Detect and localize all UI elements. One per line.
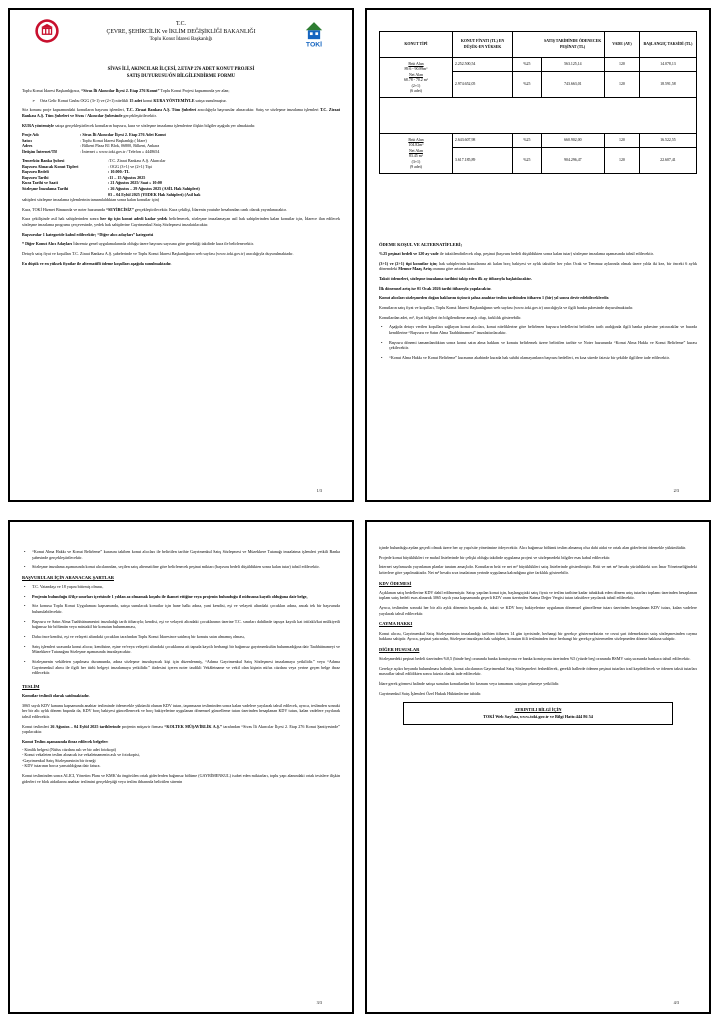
info-key: Satıcı [22,137,32,143]
table-cell: 120 [605,134,640,148]
list-item [379,324,697,335]
unit-type-line: Net Alan [408,148,423,153]
info-key: İletişim İnternet/Tlf [22,148,57,154]
info-value: :11 – 15 Ağustos 2025 [108,174,146,180]
info-value: : 10.000.-TL [108,169,130,175]
area-paragraph: İnternet sayfamızda yayınlanan planlar tanıtım amaçlıdır. Konutların brüt ve net m² büyüklükleri satış listelerinde gösterilmiştir. Brüt ve net m² hesabı yürürlükteki son İmar Yönetmeliğindeki kriterlere göre yapılmaktadır. Net m² hesabı sıva imalatının yerinde uygulama kalındığına göre farklılık gösterebilir. [379,564,697,575]
table-row [380,134,697,148]
announcement-paragraph: Konutların satış fiyat ve koşulları, Toplu Konut İdaresi Başkanlığının web sayfası (www.toki.gov.tr) aracılığıyla ve ilgili banka şubesinde duyurulmaktadır. [379,305,634,311]
list-item [22,603,340,614]
application-info-block [22,158,340,197]
info-value: :T.C. Ziraat Bankası A.Ş. Akıncılar [108,158,166,164]
list-item-text: Sözleşmenin vekâleten yapılması durumunda, adına sözleşme imzalayacak kişi için düzenlenmiş, “Adıma Gayrimenkul Satış Sözleşmesi imzalamaya yetkilidir.” veya “Adıma Gayrimenkul alımı ile ilgili her türlü belgeyi imzalamaya yetkilidir.” ifadesini içeren noter tasdikli Vekâletname ve vekil olan kişinin nüfus cüzdanı veya yerine geçen belge ibraz edilecektir. [32,658,340,676]
list-item [379,355,697,361]
list-item-text: Sözleşme imzalama aşamasında konut alıcılarından, seçilen satış alternatifine göre belirlenecek peşinat miktarı (başvuru bedeli düşüldükten sonra kalan tutar) tahsil edilecektir. [32,564,320,570]
contract-bullets [22,549,340,570]
ministry-logo-icon [34,18,60,44]
other-paragraph-3: İdare gerek görmesi halinde satışa sunulan konutlardan bir kısmını veya tamamını satıştan çekmeye yetkilidir. [379,680,560,686]
bullet-icon: • [24,643,26,649]
table-cell: 563.125,14 [541,58,604,72]
unit-type-line: 68.78 - 70.2 m² [403,78,428,83]
documents-list [22,747,340,770]
other-paragraph-1: Sözleşmedeki peşinat bedeli üzerinden %0,5 (binde beş) oranında banka komisyonu ve banka komisyonu üzerinden %5 (yüzde beş) oranında BSMV satış sırasında bankaca tahsil edilecektir. [379,656,691,662]
document-item: - Konut vekaleten teslim alınacak ise vekaletnamenin aslı ve fotokopisi, [22,752,140,758]
lottery-paragraph: Kura, TOKİ Hizmet Binasında ve noter huzurunda “SEYİRCİSİZ” gerçekleştirilecektir. Kura çekilişi, İdarenin youtube hesabından canlı olarak yayınlanacaktır. [22,206,287,212]
price-table-header [380,32,697,58]
list-item [22,549,340,560]
prices-paragraph: En düşük ve en yüksek fiyatlar ile alternatifli ödeme koşulları aşağıda sunulmaktadır. [22,260,172,266]
info-row [22,149,340,155]
page-number: 1/3 [316,488,322,494]
after-delivery-paragraph: Konut tesliminden sonra ALICI, Yönetim Planı ve KMK’da öngörülen ortak giderlerden bağımsız bölüme (GAYRİMENKUL) isabet eden miktarları, toplu yapı alanındaki ortak tesislere ilişkin giderleri ve blok aidatlarını anahtar teslimini gerçekleştiği veya teslim ihbarında belirtilen sürenin [22,773,340,784]
payment-paragraph-4: İlk dönemsel artış ise 01 Ocak 2026 tarihi itibarıyla yapılacaktır. [379,285,492,291]
delivery-title: TESLİM [22,683,40,689]
bullet-icon: • [24,658,26,664]
document-title [22,67,340,80]
unit-type-cell [380,58,453,98]
info-value: : OGG (3+1) ve (2+1) Tipi [108,163,152,169]
other-title: DİĞER HUSUSLAR [379,646,420,652]
vat-paragraph-2: Ayrıca, teslimden sonraki her bir altı aylık dönemin başında da, taksit ve KDV borç bakiyelerine uygulanan dönemsel güncelleme tutarı üzerinden hesaplanan KDV tutarı, kalan vadelere yayılarak tahsil edilecektir. [379,605,697,616]
other-paragraph-4: Gayrimenkul Satış İşlemleri Özel Hukuk Hükümlerine tabidir. [379,690,482,696]
info-value: : 21 Ağustos 2025/ Saat » 10:00 [108,180,162,186]
list-item-text: Projenin bulunduğu il/ilçe sınırları içerisinde 1 yıldan az olmamak koşulu ile ikamet ettiğine veya projenin bulunduğu il nüfusuna kayıtlı olduğuna dair belge, [32,593,308,599]
table-cell: 2.643.607,98 [452,134,512,148]
bullet-icon: • [24,564,26,570]
requirements-title: BAŞVURULAR İÇİN ARANACAK ŞARTLAR [22,574,114,580]
list-item [379,340,697,351]
unit-type-line: (6 adet) [409,88,422,93]
list-item-text: Aşağıda detayı verilen koşulları sağlayan konut alıcıları, konut niteliklerine göre belirlenen başvuru bedellerini belirtilen tarih aralığında ilgili banka şubesine yatıracaklar ve burada kendilerine “Başvuru ve Satın Alma Taahhütnamesi” imzalattırılacaktır. [389,324,697,335]
table-cell: 2.252.500,54 [452,58,512,72]
table-cell: %25 [513,134,542,148]
info-value: : Toplu Konut İdaresi Başkanlığı ( İdare) [80,137,147,143]
procedure-bullets [379,324,697,360]
transfer-paragraph: Konut alıcıları sözleşmeden doğan haklarını üçüncü şahsa anahtar teslim tarihinden itibaren 1 (bir) yıl sonra devir edebileceklerdir. [379,295,610,301]
document-item: -Gayrimenkul Satış Sözleşmesinin bir örneği [22,757,96,763]
bullet-icon: • [24,633,26,639]
info-value: : 26 Ağustos – 29 Ağustos 2025 (ASİL Hak Sahipleri) [108,186,200,191]
info-key: Temerküz Banka Şubesi [22,158,65,164]
unit-type-line: Brüt Alan [408,62,424,66]
info-key: Başvuru Bedeli [22,169,49,175]
list-item-text: Söz konusu Toplu Konut Uygulaması kapsamında, satışa sunulacak konutlar için hane halkı adına, yani kendisi, eşi ve velayeti altındaki çocukları adına, ancak tek bir başvuruda bulunulabilecektir. [32,603,340,615]
list-item [22,659,340,676]
list-item [22,619,340,630]
document-page-3 [8,520,354,1014]
note-paragraph: sahipleri sözleşme imzalama işlemlerinin tamamlaldıktan sonra kalan konutlar için) [22,197,160,203]
table-cell: %25 [513,72,542,98]
offer-bullet: ➢ Orta Gelir Konut Grubu OGG (3+1) ve (2+1) nitelikli 15 adet konut KURA YÖNTEMİYLE satışa sunulmuştur. [32,97,227,103]
info-key: Sözleşme İmzalama Tarihi [22,186,69,191]
document-item: - Kimlik belgesi (Nüfus cüzdanı aslı ve bir adet fotokopi) [22,746,117,752]
bullet-icon: • [381,339,383,345]
unit-type-line: Brüt Alan [408,138,424,142]
table-cell: 120 [605,148,640,174]
directorate-name: Toplu Konut İdaresi Başkanlığı [149,36,213,42]
info-value: : Bilkent Plaza B1 Blok, 06800, Bilkent, Ankara [80,143,160,149]
table-spacer-row [380,98,697,134]
table-cell: 2.974.652,05 [452,72,512,98]
arrow-bullet-icon: ➢ [32,97,36,103]
vat-title: KDV ÖDEMESİ [379,580,412,586]
buyers-paragraph: * Diğer Konut Alıcı Adayları İdaremiz genel uygulamalarında olduğu üzere başvuru sayısına göre gerektiği takdirde kura ile belirlenecektir. [22,241,254,247]
list-item-text: Başvuru ve Satın Alma Taahhütnamesini imzaladığı tarih itibarıyla; kendisi, eşi ve velayeti altındaki çocuklarının üzerine T.C. sınırları dahilinde tapuya kayıtlı kat irtifaklı/kat mülkiyetli bağımsız bir bölümün veya müstakil bir konutun bulunmaması, [32,618,340,630]
payment-paragraph-3: Taksit ödemeleri, sözleşme imzalama tarihini takip eden ilk ay itibarıyla başlatılacaktır. [379,276,532,282]
col-header: KONUT FİYATI (TL) EN DÜŞÜK-EN YÜKSEK [452,32,512,58]
contact-box-details: TOKİ Web Sayfası, www.toki.gov.tr ve Bilgi Hattı:444 86 54 [483,713,593,719]
title-line-2: SATIŞ DUYURUSU/ÖN BİLGİLENDİRME FORMU [126,73,236,79]
price-table [379,31,697,174]
document-item: - KDV tutarının borca yansıtıldığına dair fatura. [22,763,101,769]
bullet-icon: • [24,584,26,590]
withdrawal-title: CAYMA HAKKI [379,621,413,627]
bullet-icon: • [381,354,383,360]
list-item-text: T.C. Vatandaşı ve 18 yaşını bitirmiş olması, [32,584,104,590]
bullet-icon: • [24,618,26,624]
info-value: 03 – 04 Eylül 2025 (YEDEK Hak Sahipleri) (Asil hak [108,191,201,197]
toki-logo-text: TOKİ [305,41,323,48]
page-number: 3/3 [316,1000,322,1006]
col-header: KONUT TİPİ [380,32,453,58]
list-item [22,594,340,600]
info-disclaimer-paragraph: Konutlardan adet, m², fiyat bilgileri ön bilgilendirme amaçlı olup, farklılık gösterebilir. [379,314,522,320]
contact-box-title: AYRINTILI BİLGİ İÇİN [514,707,562,713]
plans-paragraph: Projede konut büyüklükleri ve mahal listelerinde bir çelişki olduğu takdirde uygulama projesi ve sözleşmedeki bilgiler esas kabul edilecektir. [379,554,611,560]
category-paragraph: Başvurular 1 kategoride kabul edilecektir; “Diğer alıcı adayları” kategorisi [22,231,154,237]
table-cell: 120 [605,58,640,72]
payment-paragraph-2: (3+1) ve (2+1) tipi konutlar için; hak sahiplerinin konutlarına ait kalan borç bakiyesi ve aylık taksitler her yılın Ocak ve Temmuz aylarında olmak üzere yılda iki kez, bir önceki 6 aylık dönemdeki Memur Maaş Artış oranına göre artırılacaktır. [379,260,697,272]
vat-paragraph-1: Açıklanan satış bedellerine KDV dahil edilmemiştir. Satışı yapılan konut için, başlangıçtaki satış fiyatı ve teslim tarihine kadar tahakkuk eden dönem artış tutarları toplamı üzerinden hesaplanan toplam satış bedeli esas alınarak 3065 sayılı yasa kapsamında geçerli KDV oranı üzerinden Katma Değer Vergisi tutarı taksitlere yayılarak tahsil edilecektir. [379,589,697,601]
tc-label: T.C. [176,21,186,27]
info-key: Başvuru Alınacak Konut Tipleri [22,163,79,169]
bullet-icon: • [24,593,26,599]
delivery-vat-paragraph: 3065 sayılı KDV kanunu kapsamında anahtar tesliminde ödenecekle yükümlü olunan KDV tutarı, taşınmazın tesliminden sonra kalan vadelere yayılarak tahsil edilecek, ayrıca, teslimden sonraki her bir altı aylık dönem başında da, KDV borç bakiyesi güncellenecek ve borç bakiyelerine uygulanan dönemsel güncelleme tutarı üzerinden hesaplanan KDV tutarı, kalan vadelere yayılarak tahsil edilecektir. [22,702,340,719]
info-key: Kura Tarihi ve Saati [22,180,58,186]
document-page-4 [365,520,711,1014]
bullet-icon: • [381,324,383,330]
list-item [22,644,340,655]
list-item-text: “Konut Alma Hakkı ve Konut Belirleme” kurasının akabinde kurada hak sahibi olamayanların başvuru bedelleri, en kısa sürede faizsiz bir şekilde ilgililere iade edilecektir. [389,354,670,360]
other-paragraph-2: Gerekçe açıkrı beyanda bulunulması halinde, konut alıcılarının Gayrimenkul Satış Sözleşmeleri feshedilerek, gerekli hallerde ödenen peşinat tutarları irad kaydedilecek ve ödenen taksit tutarları masraflar tahsil edildikten sonra faizsiz olarak iade edilecektir. [379,665,697,677]
list-item-text: “Konut Alma Hakkı ve Konut Belirleme” kurasını takiben konut alıcıları ile belirtilen tarihte Gayrimenkul Satış Sözleşmesi ve Müzekkere Tutanağı imzalatma işlemleri yetkili Banka şubesinde gerçekleştirilecektir. [32,549,340,560]
bullet-icon: • [24,603,26,609]
lottery-method-paragraph: KURA yöntemiyle satışa gerçekleştirilecek konutların başvuru, kura ve sözleşme imzalama işlemlerine ilişkin bilgiler aşağıda yer almaktadır. [22,122,256,128]
table-cell: 660.902,00 [541,134,604,148]
title-line-1: SİVAS İLİ, AKINCILAR İLÇESİ, 2.ETAP 276 ADET KONUT PROJESİ [107,67,255,72]
table-cell: %25 [513,58,542,72]
page-number: 4/3 [673,1000,679,1006]
list-item-text: Daha önce kendisi, eşi ve velayeti altındaki çocukları tarafından Toplu Konut İdaresince satılmış bir konutu satın almamış olması, [32,633,245,639]
col-header: BAŞLANGIÇ TAKSİDİ (TL) [639,32,696,58]
info-key: Proje Adı [22,132,39,138]
delivery-date-paragraph: Konut teslimleri 26 Ağustos – 04 Eylül 2025 tarihlerinde projenin müşavir firması “KOLTEK MÜŞAVİRLİK A.Ş.” tarafından “Sivas İli Akıncılar İlçesi 2. Etap 276 Konut Şantiyesinde” yapılacaktır. [22,723,340,735]
list-item [22,564,340,570]
table-cell: %25 [513,148,542,174]
unit-type-line: (3+1) [411,159,421,164]
page-number: 2/3 [673,488,679,494]
bullet-icon: • [24,549,26,554]
table-cell: 18.591,58 [639,72,696,98]
organization-heading [72,21,290,43]
unit-type-line: 104.82m² [408,143,424,148]
table-cell: 22.607,41 [639,148,696,174]
list-item [22,634,340,640]
toki-logo-icon [300,18,328,48]
delivery-subtitle: Konutlar teslimli olarak satılmaktadır. [22,693,90,699]
dues-paragraph: içinde bulunduğu aydan geçerli olmak üzere her ay yapı/site yönetimine ödeyecektir. Alıcı bağımsız bölümü teslim almamış olsa dahi aidat ve ortak alan giderlerini ödemekle yükümlüdür. [379,545,686,550]
page-header [22,15,340,59]
list-item [22,584,340,590]
col-header: SATIŞ TARİHİNDE ÖDENECEK PEŞİNAT (TL) [541,32,604,58]
info-value: : İnternet » www.toki.gov.tr / Telefon » 4448654 [80,148,160,154]
unit-type-cell [380,134,453,174]
info-key: Adres [22,143,33,149]
info-key: Başvuru Tarihi [22,174,49,180]
table-cell: 904.296,47 [541,148,604,174]
unit-type-line: (9 adet) [409,164,422,169]
unit-type-line: 89.6 - 90.89m² [404,67,428,72]
ministry-name: ÇEVRE, ŞEHİRCİLİK ve İKLİM DEĞİŞİKLİĞİ BAKANLIĞI [106,28,256,35]
unit-type-line: (2+1) [411,83,421,88]
unit-type-line: 83.45 m² [408,154,423,159]
application-paragraph: Söz konusu proje kapsamındaki konutların başvuru işlemleri, T.C. Ziraat Bankası A.Ş. Tüm Şubeleri aracılığıyla başvurular alınacaktır. Satış ve sözleşme imzalama işlemleri T.C. Ziraat Bankası A.Ş. Tüm Şubeleri ve Sivas / Akıncılar Şubesinde gerçekleştirilecektir. [22,107,340,119]
table-cell: 16.522,55 [639,134,696,148]
document-page-1 [8,8,354,502]
table-cell: 3.617.185,89 [452,148,512,174]
payment-section-title: ÖDEME KOŞUL VE ALTERNATİFLERİ; [379,242,463,247]
requirements-list [22,584,340,676]
col-header: VADE (AY) [605,32,640,58]
table-cell: 14.078,13 [639,58,696,72]
table-row [380,58,697,72]
intro-paragraph: Toplu Konut İdaresi Başkanlığınca, “Sivas İli Akıncılar İlçesi 2. Etap 276 Konut” Toplu Konut Projesi kapsamında yer alan; [22,88,230,94]
withdrawal-paragraph: Konut alıcısı, Gayrimenkul Satış Sözleşmesinin imzalandığı tarihten itibaren 14 gün içerisinde, herhangi bir gerekçe göstermeksizin ve cezai şart ödemeksizin satış sözleşmesinden cayma hakkına sahiptir. Ayrıca, peşinat yatıranlar, Sözleşme imzalayan hak sahipleri, konutun fiili tesliminden önce herhangi bir gerekçe göstermeden sözleşmeden dönme hakkına sahiptir. [379,630,697,642]
list-item-text: Satış işlemleri sırasında konut alıcısı; kendisine, eşine ve/veya velayeti altındaki çocuklarına ait tapuda kayıtlı herhangi bir bağımsız gayrimenkulün bulunmadığına dair Taahhütnameyi ve Müzekkere Tutanağını Sözleşme aşamasında imzalayacaktır. [32,643,340,655]
document-page-2 [365,8,711,502]
table-cell: 120 [605,72,640,98]
reserve-paragraph: Kura çekilişinde asil hak sahiplerinden sonra her tip için konut adedi kadar yedek belirlenecek, sözleşme imzalamayan asil hak sahiplerinden kalan konutlar için, İdarece ilan edilecek sözleşme imzalama programı çerçevesinde, yedek hak sahiplerine Gayrimenkul Satış Sözleşmesi imzalatılacaktır. [22,216,341,227]
list-item-text: Başvuru dönemi tamamlandıktan sonra konut satın alma hakkını ve konutu belirlemek üzere belirtilen tarihte ve Noter huzurunda “Konut Alma Hakkı ve Konut Belirleme” kurası çekilecektir. [389,339,697,351]
details-paragraph: Detaylı satış fiyat ve koşulları T.C. Ziraat Bankası A.Ş. şubelerinde ve Toplu Konut İdaresi Başkanlığının web sayfası (www.toki.gov.tr) aracılığıyla duyurulmaktadır. [22,250,294,256]
documents-title: Konut Teslim aşamasında ibraz edilecek belgeler: [22,738,109,744]
info-value: : Sivas İli Akıncılar İlçesi 2. Etap 276 Adet Konut [80,132,166,138]
payment-paragraph-1: %25 peşinat bedeli ve 120 ay vade ile taksitlendirilecek olup, peşinat (başvuru bedeli düşüldükten sonra kalan tutar) sözleşme imzalama aşamasında tahsil edilecektir. [379,251,654,257]
unit-type-line: Net Alan [408,72,423,77]
table-cell: 743.663,01 [541,72,604,98]
contact-box [403,702,673,725]
project-info-block [22,132,340,154]
